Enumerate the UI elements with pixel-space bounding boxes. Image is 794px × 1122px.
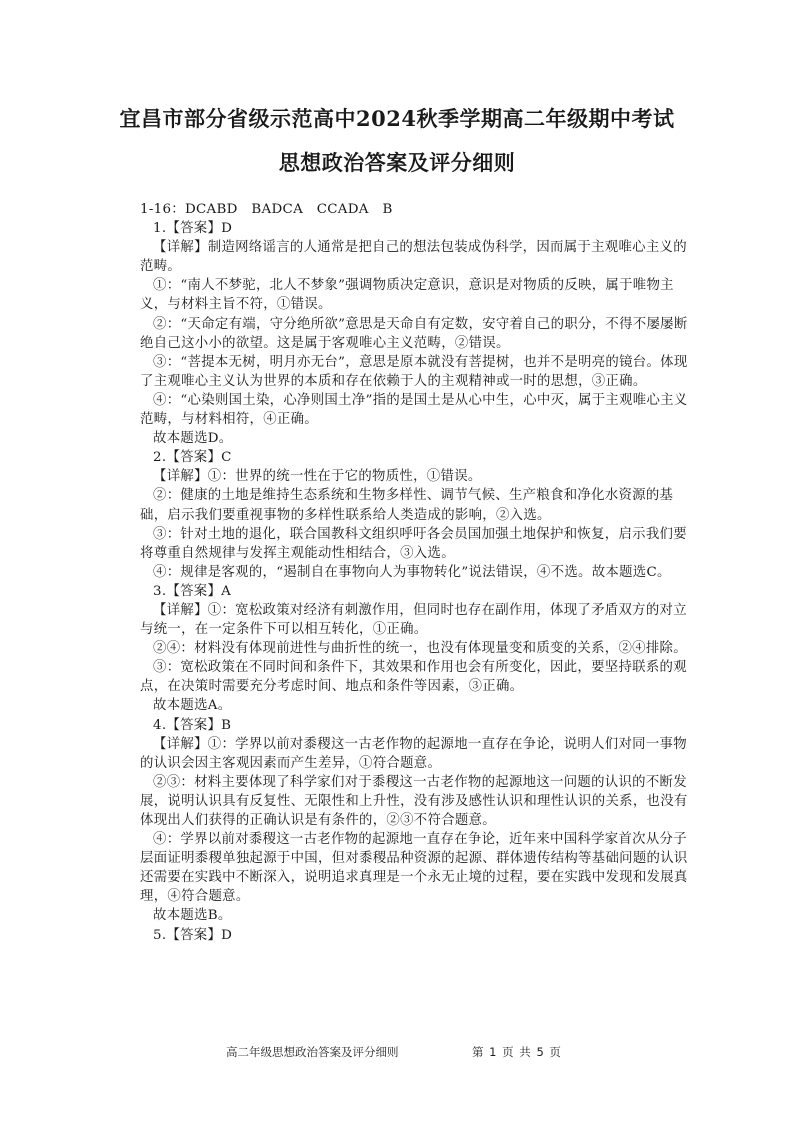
explanation-paragraph: ②：健康的土地是维持生态系统和生物多样性、调节气候、生产粮食和净化水资源的基础，启示我们要重视事物的多样性联系给人类造成的影响，②入选。 <box>140 488 674 523</box>
conclusion-line: 故本题选A。 <box>153 698 232 714</box>
footer-doc-title: 高二年级思想政治答案及评分细则 <box>226 1045 399 1059</box>
explanation-paragraph: ④：规律是客观的，“遏制自在事物向人为事物转化”说法错误，④不选。故本题选C。 <box>153 564 671 580</box>
answer-heading-3: 3.【答案】A <box>153 583 232 599</box>
explanation-paragraph: ②：“天命定有端，守分绝所欲”意思是天命自有定数，安守着自己的职分，不得不屡屡断绝自己这小小的欲望。这是属于客观唯心主义范畴，②错误。 <box>140 316 688 351</box>
answer-key-summary: 1-16：DCABD BADCA CCADA B <box>140 202 393 217</box>
explanation-paragraph: 【详解】①：宽松政策对经济有刺激作用，但同时也存在副作用，体现了矛盾双方的对立与统一，在一定条件下可以相互转化，①正确。 <box>140 602 687 638</box>
explanation-paragraph: ②③：材料主要体现了科学家们对于黍稷这一古老作物的起源地这一问题的认识的不断发展，说明认识具有反复性、无限性和上升性，没有涉及感性认识和理性认识的关系，也没有体现出人们获得的正确认识是有条件的，②③不符合题意。 <box>140 774 688 828</box>
explanation-paragraph: 【详解】①：世界的统一性在于它的物质性，①错误。 <box>153 469 482 485</box>
answer-heading-2: 2.【答案】C <box>153 450 232 466</box>
conclusion-line: 故本题选D。 <box>153 431 233 447</box>
page-title: 宜昌市部分省级示范高中2024秋季学期高二年级期中考试 <box>119 106 675 131</box>
explanation-paragraph: ③：针对土地的退化，联合国教科文组织呼吁各会员国加强土地保护和恢复，启示我们要将尊重自然规律与发挥主观能动性相结合，③入选。 <box>140 526 687 561</box>
explanation-paragraph: 【详解】①：学界以前对黍稷这一古老作物的起源地一直存在争论，说明人们对同一事物的认识会因主客观因素而产生差异，①符合题意。 <box>140 736 687 771</box>
explanation-paragraph: ①：“南人不梦驼，北人不梦象”强调物质决定意识，意识是对物质的反映，属于唯物主义，与材料主旨不符，①错误。 <box>140 278 674 313</box>
explanation-paragraph: 【详解】制造网络谣言的人通常是把自己的想法包装成伪科学，因而属于主观唯心主义的范畴。 <box>140 240 687 275</box>
explanation-paragraph: ②④：材料没有体现前进性与曲折性的统一，也没有体现量变和质变的关系，②④排除。 <box>153 641 687 657</box>
conclusion-line: 故本题选B。 <box>153 908 232 924</box>
answer-heading-5: 5.【答案】D <box>153 927 233 943</box>
answer-heading-4: 4.【答案】B <box>153 717 232 733</box>
explanation-paragraph: ④：“心染则国土染，心净则国土净”指的是国土是从心中生，心中灭，属于主观唯心主义范畴，与材料相符，④正确。 <box>140 392 688 428</box>
answer-heading-1: 1.【答案】D <box>153 221 233 237</box>
explanation-paragraph: ④：学界以前对黍稷这一古老作物的起源地一直存在争论，近年来中国科学家首次从分子层面证明黍稷单独起源于中国，但对黍稷品种资源的起源、群体遗传结构等基础问题的认识还需要在实践中不断深入，说明追求真理是一个永无止境的过程，要在实践中发现和发展真理，④符合题意。 <box>140 832 688 905</box>
answer-body <box>140 200 688 945</box>
page-subtitle: 思想政治答案及评分细则 <box>278 150 516 175</box>
page-number: 第 1 页 共 5 页 <box>472 1045 561 1059</box>
explanation-paragraph: ③：“菩提本无树，明月亦无台”，意思是原本就没有菩提树，也并不是明亮的镜台。体现了主观唯心主义认为世界的本质和存在依赖于人的主观精神或一时的思想，③正确。 <box>140 354 688 389</box>
explanation-paragraph: ③：宽松政策在不同时间和条件下，其效果和作用也会有所变化，因此，要坚持联系的观点，在决策时需要充分考虑时间、地点和条件等因素，③正确。 <box>140 660 687 695</box>
